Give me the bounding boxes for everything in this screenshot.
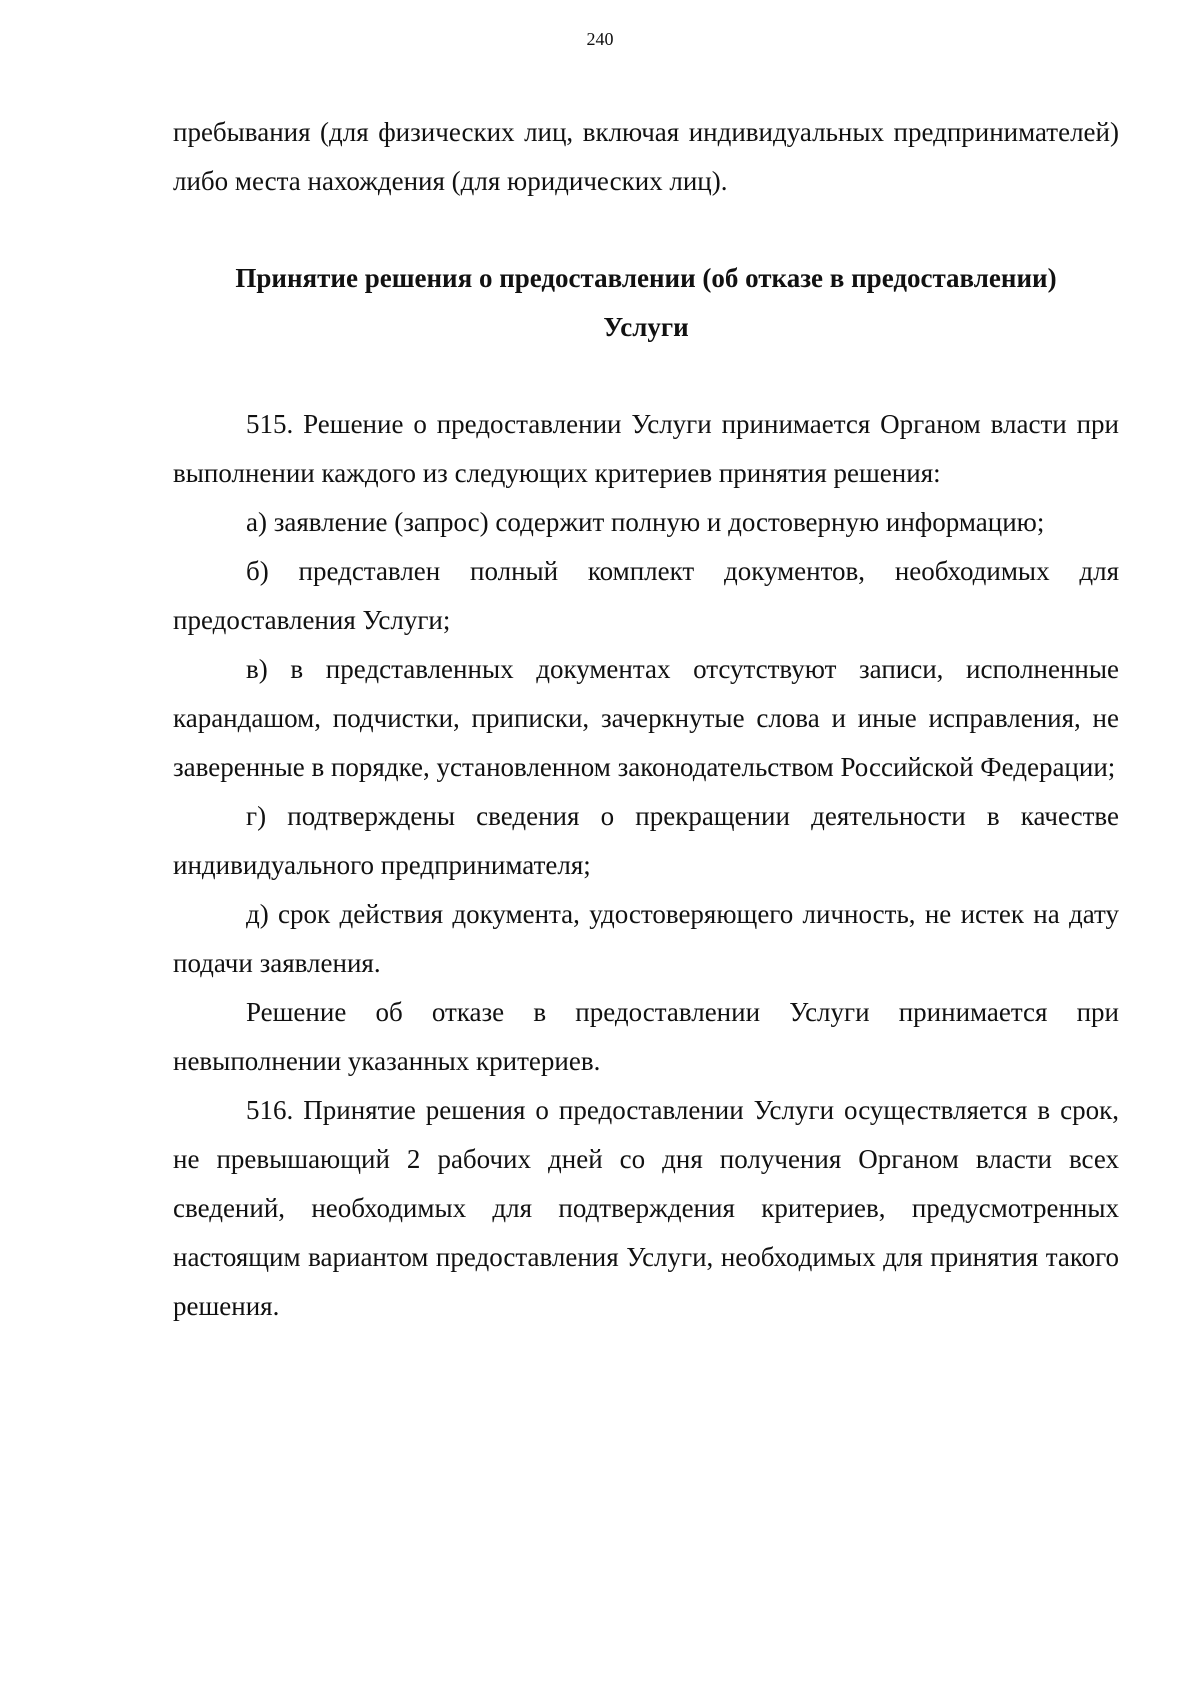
criterion-d: д) срок действия документа, удостоверяющего личность, не истек на дату подачи заявления. [173,899,1119,978]
refusal-paragraph: Решение об отказе в предоставлении Услуги принимается при невыполнении указанных критериев. [173,997,1119,1076]
document-body [173,108,1119,1331]
criterion-b: б) представлен полный комплект документов, необходимых для предоставления Услуги; [173,556,1119,635]
page-number: 240 [586,29,614,49]
paragraph-515: 515. Решение о предоставлении Услуги принимается Органом власти при выполнении каждого из следующих критериев принятия решения: [173,409,1119,488]
section-heading-line-1: Принятие решения о предоставлении (об отказе в предоставлении) [235,263,1057,293]
intro-paragraph: пребывания (для физических лиц, включая индивидуальных предпринимателей) либо места нахождения (для юридических лиц). [173,117,1119,196]
criterion-g: г) подтверждены сведения о прекращении деятельности в качестве индивидуального предпринимателя; [173,801,1119,880]
paragraph-516: 516. Принятие решения о предоставлении Услуги осуществляется в срок, не превышающий 2 рабочих дней со дня получения Органом власти всех сведений, необходимых для подтверждения критериев, предусмотренных настоящим вариантом предоставления Услуги, необходимых для принятия такого решения. [173,1095,1119,1321]
criterion-v: в) в представленных документах отсутствуют записи, исполненные карандашом, подчистки, приписки, зачеркнутые слова и иные исправления, не заверенные в порядке, установленном законодательством Российской Федерации; [173,654,1119,782]
section-heading-line-2: Услуги [603,312,689,342]
section-heading [173,254,1119,352]
criterion-a: а) заявление (запрос) содержит полную и достоверную информацию; [246,507,1045,537]
